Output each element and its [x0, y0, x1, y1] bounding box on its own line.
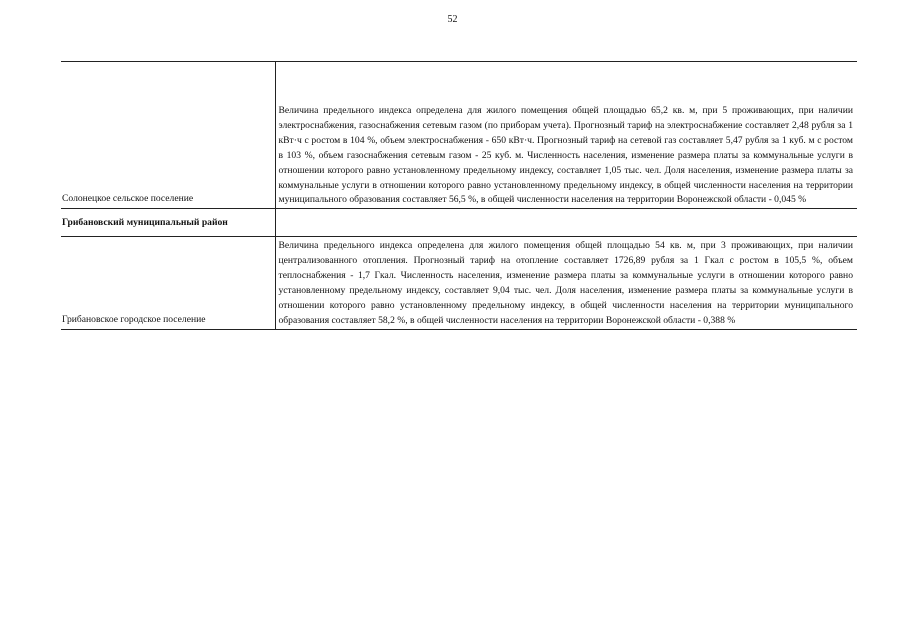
index-description: Величина предельного индекса определена для жилого помещения общей площадью 54 кв. м, при 3 проживающих, при наличии централизованного отопления. Прогнозный тариф на отопление составляет 1726,89 рубля за 1 Гкал с ростом в 105,5 %, объем теплоснабжения - 1,7 Гкал. Численность населения, изменение размера платы за коммунальные услуги в отношении которого равно установленному предельному индексу, составляет 9,04 тыс. чел. Доля населения, изменение размера платы за коммунальные услуги в отношении которого равно установленному предельному индексу, в общей численности населения на территории муниципального образования составляет 58,2 %, в общей численности населения на территории Воронежской области - 0,388 %	[278, 240, 853, 326]
index-description: Величина предельного индекса определена для жилого помещения общей площадью 65,2 кв. м, при 5 проживающих, при наличии электроснабжения, газоснабжения сетевым газом (по приборам учета). Прогнозный тариф на электроснабжение составляет 2,48 рубля за 1 кВт·ч с ростом в 104 %, объем электроснабжения - 650 кВт·ч. Прогнозный тариф на сетевой газ составляет 5,47 рубля за 1 куб. м с ростом в 103 %, объем газоснабжения сетевым газом - 25 куб. м. Численность населения, изменение размера платы за коммунальные услуги в отношении которого равно установленному предельному индексу, составляет 1,05 тыс. чел. Доля населения, изменение размера платы за коммунальные услуги в отношении которого равно установленному предельному индексу, в общей численности населения на территории муниципального образования составляет 56,5 %, в общей численности населения на территории Воронежской области - 0,045 %	[278, 105, 853, 206]
settlement-name-cell	[61, 62, 275, 209]
district-empty-cell	[275, 209, 857, 237]
settlement-name: Грибановское городское поселение	[62, 313, 206, 325]
settlement-name: Солонецкое сельское поселение	[62, 193, 194, 205]
tariff-index-table	[61, 61, 857, 330]
page-number: 52	[447, 14, 458, 25]
district-heading-row	[61, 209, 857, 237]
district-name-cell	[61, 209, 275, 237]
district-name: Грибановский муниципальный район	[62, 216, 228, 228]
index-description-cell	[275, 62, 857, 209]
settlement-name-cell	[61, 237, 275, 329]
index-description-cell	[275, 237, 857, 329]
table-row	[61, 237, 857, 329]
table-row	[61, 62, 857, 209]
